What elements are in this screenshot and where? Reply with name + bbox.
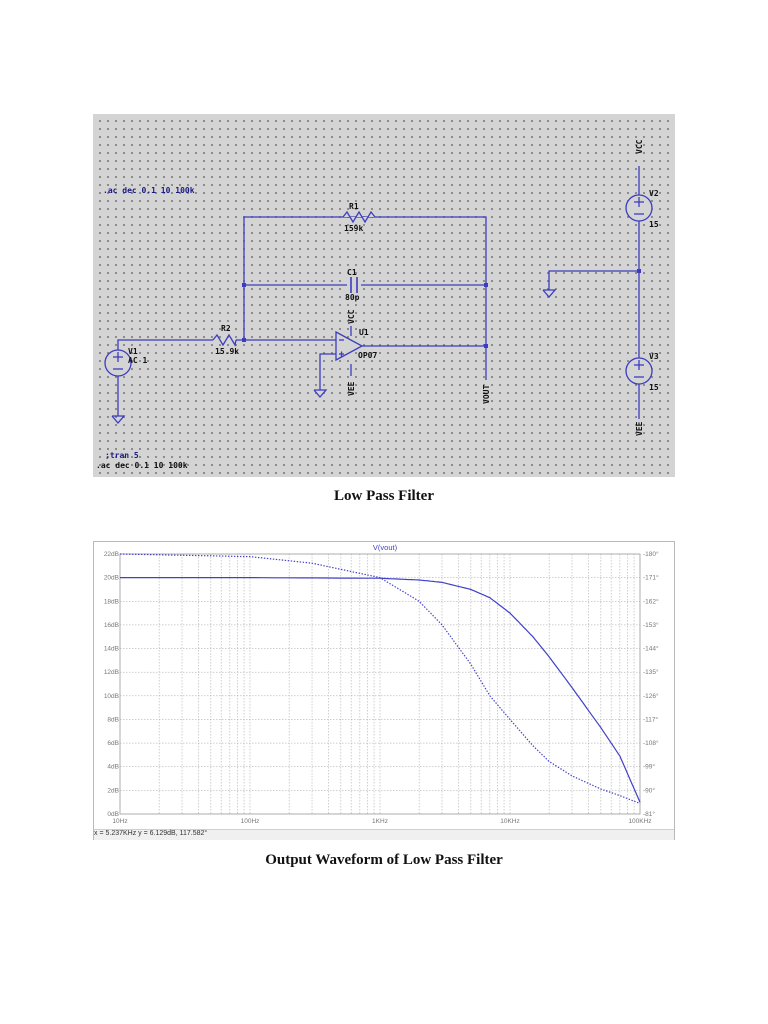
v2-value: 15 — [649, 220, 659, 229]
net-vee-bottom: VEE — [635, 421, 644, 436]
plot-grid — [120, 554, 640, 814]
schematic-caption: Low Pass Filter — [334, 488, 434, 504]
y-tick-label: 12dB — [103, 669, 119, 677]
y-tick-label: 0dB — [107, 811, 119, 818]
net-vout: VOUT — [482, 384, 491, 404]
y2-tick-label: -135° — [643, 669, 659, 677]
wire-r1-loop — [244, 217, 486, 346]
r1-value: 159k — [344, 224, 364, 233]
junctions — [242, 269, 641, 348]
ground-icon — [543, 290, 555, 297]
x-tick-label: 100KHz — [628, 818, 652, 825]
wire-noninverting-gnd — [320, 354, 336, 390]
y-tick-label: 8dB — [107, 716, 119, 724]
v3-value: 15 — [649, 383, 659, 392]
resistor-r2[interactable] — [213, 335, 236, 345]
waveform-viewer[interactable] — [93, 541, 675, 840]
junction — [242, 283, 246, 287]
net-vee-opamp: VEE — [347, 381, 356, 396]
c1-name: C1 — [347, 268, 357, 277]
v2-name: V2 — [649, 189, 659, 198]
y2-tick-label: -144° — [643, 645, 659, 653]
x-axis-ticks — [112, 818, 651, 825]
source-v3[interactable] — [626, 358, 652, 384]
y-tick-label: 20dB — [103, 574, 119, 582]
y-tick-label: 14dB — [103, 645, 119, 653]
junction — [242, 338, 246, 342]
x-tick-label: 100Hz — [240, 818, 260, 825]
ground-icon — [314, 390, 326, 397]
v1-value: AC 1 — [128, 356, 148, 365]
c1-value: 80p — [345, 293, 360, 302]
y-tick-label: 18dB — [103, 598, 119, 606]
r1-name: R1 — [349, 202, 359, 211]
plot-caption: Output Waveform of Low Pass Filter — [265, 852, 503, 868]
y-tick-label: 16dB — [103, 621, 119, 629]
r2-value: 15.9k — [215, 347, 240, 356]
y-tick-label: 4dB — [107, 763, 119, 771]
capacitor-c1[interactable] — [347, 277, 361, 293]
cursor-readout: x = 5.237KHz y = 6.129dB, 117.582° — [94, 829, 674, 840]
net-vcc-top: VCC — [635, 139, 644, 154]
wire-gnd-mid — [549, 271, 639, 290]
source-v2[interactable] — [626, 195, 652, 221]
schematic-wires — [118, 166, 639, 419]
x-tick-label: 1KHz — [372, 818, 388, 825]
net-vcc-opamp: VCC — [347, 309, 356, 324]
y2-tick-label: -180° — [643, 551, 659, 558]
y2-tick-label: -90° — [643, 787, 655, 795]
y2-axis-ticks — [643, 550, 659, 818]
schematic-editor[interactable] — [93, 114, 675, 477]
junction — [484, 344, 488, 348]
ground-icon — [112, 416, 124, 423]
directive-ac-top[interactable]: .ac dec 0.1 10 100k — [103, 186, 195, 195]
x-tick-label: 10KHz — [500, 818, 520, 825]
y2-tick-label: -81° — [643, 811, 655, 818]
directive-tran[interactable]: ;tran 5 — [105, 451, 139, 460]
bode-plot[interactable] — [94, 542, 676, 841]
y-tick-label: 10dB — [103, 692, 119, 700]
r2-name: R2 — [221, 324, 231, 333]
y-axis-ticks — [104, 551, 119, 818]
junction — [637, 269, 641, 273]
v3-name: V3 — [649, 352, 659, 361]
junction — [484, 283, 488, 287]
y2-tick-label: -153° — [643, 621, 659, 629]
v1-name: V1 — [128, 347, 138, 356]
y-tick-label: 2dB — [107, 787, 119, 795]
u1-name: U1 — [359, 328, 369, 337]
y2-tick-label: -126° — [643, 692, 659, 700]
trace-label[interactable]: V(vout) — [372, 543, 398, 552]
y2-tick-label: -108° — [643, 740, 659, 748]
u1-value: OP07 — [358, 351, 378, 360]
resistor-r1[interactable] — [343, 212, 375, 222]
directive-ac-bottom[interactable]: .ac dec 0.1 10 100k — [96, 461, 188, 470]
y-tick-label: 6dB — [107, 740, 119, 748]
y2-tick-label: -99° — [643, 763, 655, 771]
y-tick-label: 22dB — [103, 551, 119, 558]
schematic-canvas[interactable] — [93, 114, 675, 477]
x-tick-label: 10Hz — [112, 818, 128, 825]
y2-tick-label: -162° — [643, 598, 659, 606]
y2-tick-label: -117° — [643, 716, 659, 724]
y2-tick-label: -171° — [643, 574, 659, 582]
